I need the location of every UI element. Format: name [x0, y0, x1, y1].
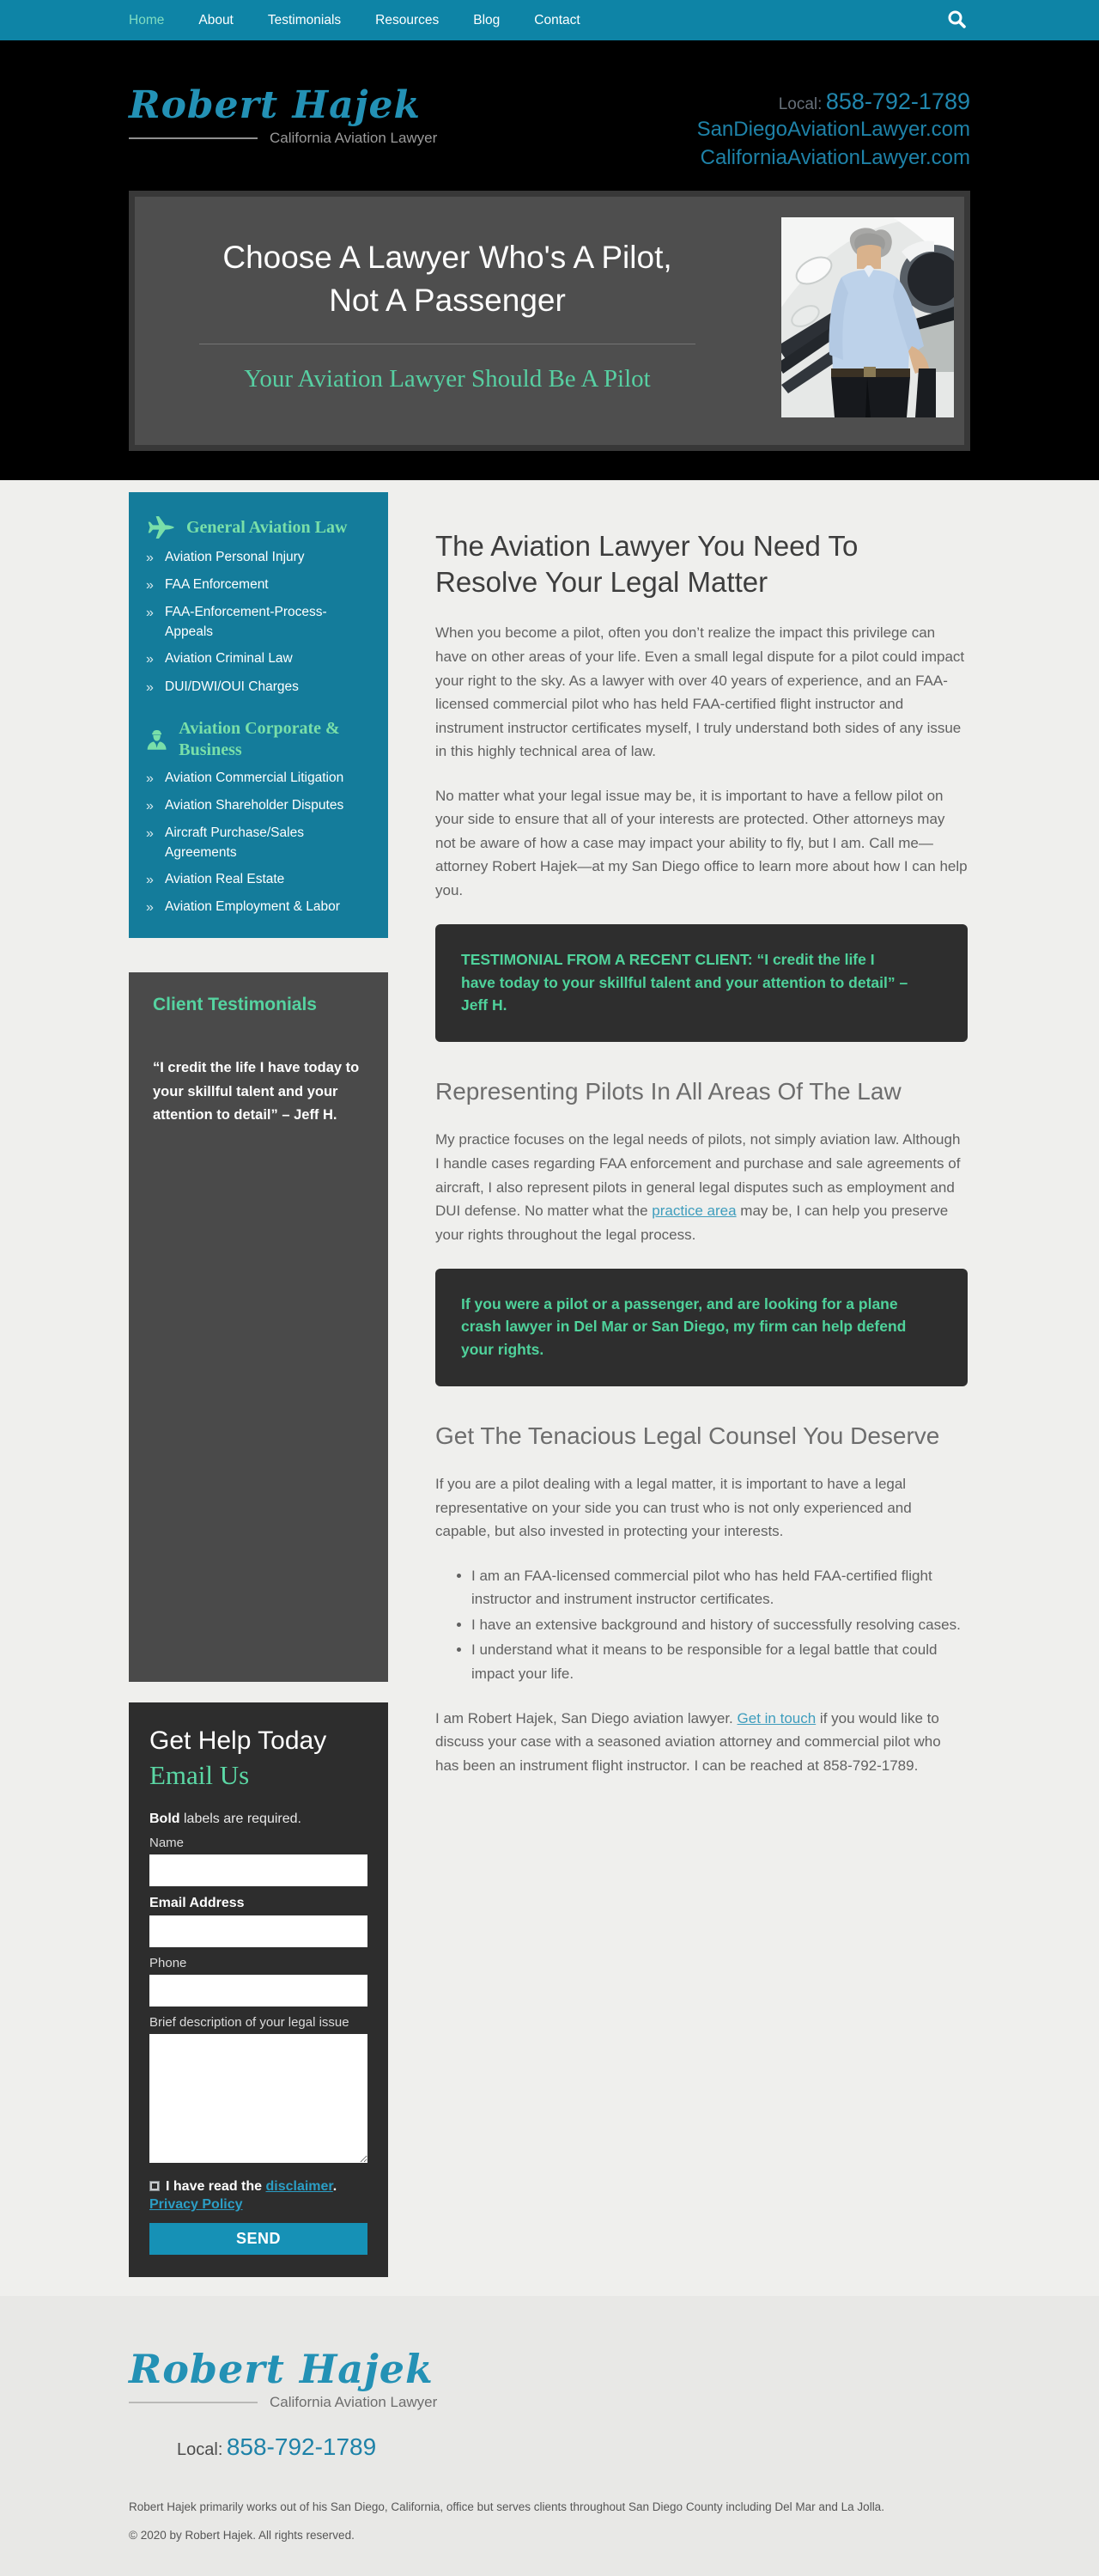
- nav-item-testimonials[interactable]: Testimonials: [267, 12, 342, 27]
- chevron-icon: »: [146, 679, 154, 695]
- practice-area-link[interactable]: practice area: [652, 1203, 737, 1220]
- hero-banner: [129, 191, 970, 451]
- nav-item-about[interactable]: About: [198, 12, 234, 27]
- practice-areas-box: [129, 492, 388, 938]
- sidebar-link-commercial-litigation[interactable]: » Aviation Commercial Litigation: [146, 769, 371, 789]
- name-label: Name: [149, 1835, 185, 1850]
- nav-item-blog[interactable]: Blog: [473, 12, 501, 27]
- header-contact-block: [697, 88, 970, 172]
- sidebar-link-shareholder-disputes[interactable]: » Aviation Shareholder Disputes: [146, 796, 371, 816]
- phone-field[interactable]: [149, 1975, 367, 2007]
- main-content: [435, 492, 968, 2277]
- chevron-icon: »: [146, 900, 154, 916]
- sidebar-link-dui-charges[interactable]: » DUI/DWI/OUI Charges: [146, 678, 371, 697]
- tenacious-counsel-paragraph: If you are a pilot dealing with a legal matter, it is important to have a legal representative on your side you can trust who is not only experienced and capable, but also invested in protecting your interests.: [435, 1476, 912, 1540]
- chevron-icon: »: [146, 652, 154, 667]
- sidebar-section-corporate-business: Aviation Corporate & Business: [146, 718, 371, 761]
- closing-paragraph: I am Robert Hajek, San Diego aviation lawyer. Get in touch if you would like to discuss your case with a seasoned aviation attorney and commercial pilot who has been an instrument flight instructor. I can be reached at 858-792-1789.: [435, 1709, 941, 1774]
- footer-logo[interactable]: [129, 2345, 970, 2412]
- hero-title: Choose A Lawyer Who's A Pilot, Not A Passenger: [222, 240, 672, 319]
- phone-link[interactable]: 858-792-1789: [825, 88, 970, 114]
- chevron-icon: »: [146, 606, 154, 621]
- footer-copyright: © 2020 by Robert Hajek. All rights reserved.: [129, 2529, 355, 2543]
- logo-name: Robert Hajek: [129, 83, 421, 127]
- page-title: The Aviation Lawyer You Need To Resolve Your Legal Matter: [435, 530, 859, 599]
- get-in-touch-link[interactable]: Get in touch: [737, 1709, 817, 1726]
- form-title: Get Help Today: [149, 1726, 327, 1756]
- disclaimer-link[interactable]: disclaimer: [265, 2179, 333, 2195]
- nav-item-contact[interactable]: Contact: [534, 12, 580, 27]
- search-icon: [946, 9, 967, 29]
- privacy-policy-link[interactable]: Privacy Policy: [149, 2196, 243, 2212]
- footer-phone-link[interactable]: 858-792-1789: [226, 2433, 377, 2461]
- footer-logo-name: Robert Hajek: [129, 2345, 434, 2392]
- client-testimonial-quote: “I credit the life I have today to your skillful talent and your attention to detail” – Jeff H.: [153, 1060, 360, 1123]
- chevron-icon: »: [146, 826, 154, 842]
- disclaimer-row: I have read the disclaimer.: [149, 2177, 367, 2196]
- footer-local-label: Local:: [177, 2440, 223, 2460]
- intro-paragraph-2: No matter what your legal issue may be, it is important to have a fellow pilot on your side to ensure that all of your interests are protected. Other attorneys may not be aware of how a case may impact your ability to fly, but I am. Call me—attorney Robert Hajek—at my San Diego office to learn more about how I can help you.: [435, 787, 968, 898]
- sidebar-link-real-estate[interactable]: » Aviation Real Estate: [146, 870, 371, 890]
- chevron-icon: »: [146, 770, 154, 786]
- site-footer: [0, 2296, 1099, 2576]
- local-label: Local:: [778, 95, 823, 113]
- form-required-note: Bold labels are required.: [149, 1811, 301, 1826]
- footer-logo-tagline: California Aviation Lawyer: [270, 2394, 438, 2411]
- pilot-icon: [146, 726, 167, 753]
- chevron-icon: »: [146, 551, 154, 565]
- sidebar-link-criminal-law[interactable]: » Aviation Criminal Law: [146, 649, 371, 669]
- logo-tagline: California Aviation Lawyer: [270, 130, 438, 147]
- nav-item-home[interactable]: Home: [129, 12, 165, 27]
- footer-service-area-text: Robert Hajek primarily works out of his San Diego, California, office but serves clients throughout San Diego County including Del Mar and La Jolla.: [129, 2500, 884, 2514]
- name-field[interactable]: [149, 1854, 367, 1886]
- description-label: Brief description of your legal issue: [149, 2014, 349, 2030]
- logo-underline: [129, 137, 258, 139]
- intro-paragraph-1: When you become a pilot, often you don’t realize the impact this privilege can have on other areas of your life. Even a small legal dispute for a pilot could impact your right to the sky. As a lawyer with over 40 years of experience, and an FAA-licensed commercial pilot who has held FAA-certified flight instructor and instrument instructor certificates myself, I truly understand both sides of any issue in this highly technical area of law.: [435, 624, 965, 760]
- hero-subtitle: Your Aviation Lawyer Should Be A Pilot: [244, 364, 651, 393]
- list-item: • I understand what it means to be responsible for a legal battle that could impact your life.: [471, 1638, 968, 1685]
- description-field[interactable]: [149, 2034, 367, 2163]
- plane-crash-callout: If you were a pilot or a passenger, and are looking for a plane crash lawyer in Del Mar or San Diego, my firm can help defend your rights.: [435, 1269, 968, 1386]
- site-logo[interactable]: [129, 85, 437, 172]
- sidebar-link-employment-labor[interactable]: » Aviation Employment & Labor: [146, 898, 371, 917]
- contact-form: [129, 1702, 388, 2276]
- chevron-icon: »: [146, 873, 154, 887]
- send-button[interactable]: SEND: [149, 2223, 367, 2255]
- credentials-list: [435, 1564, 968, 1686]
- plane-icon: [146, 515, 175, 540]
- nav-item-resources[interactable]: Resources: [375, 12, 440, 27]
- chevron-icon: »: [146, 798, 154, 813]
- testimonial-callout: TESTIMONIAL FROM A RECENT CLIENT: “I credit the life I have today to your skillful talent and your attention to detail” – Jeff H.: [435, 924, 968, 1042]
- client-testimonials-box: [129, 972, 388, 1682]
- section-heading-tenacious-counsel: Get The Tenacious Legal Counsel You Deserve: [435, 1422, 940, 1449]
- left-sidebar: [129, 492, 388, 2277]
- phone-label: Phone: [149, 1955, 187, 1970]
- form-subtitle: Email Us: [149, 1759, 250, 1790]
- client-testimonials-title: Client Testimonials: [153, 995, 317, 1015]
- list-item: • I have an extensive background and history of successfully resolving cases.: [471, 1613, 968, 1637]
- sidebar-link-personal-injury[interactable]: » Aviation Personal Injury: [146, 548, 371, 568]
- chevron-icon: »: [146, 578, 154, 594]
- sidebar-link-faa-enforcement[interactable]: » FAA Enforcement: [146, 575, 371, 595]
- footer-logo-underline: [129, 2402, 258, 2403]
- domain-link-sandiego[interactable]: SanDiegoAviationLawyer.com: [696, 118, 970, 141]
- section-heading-representing-pilots: Representing Pilots In All Areas Of The Law: [435, 1078, 902, 1105]
- list-item: • I am an FAA-licensed commercial pilot who has held FAA-certified flight instructor and instrument instructor certificates.: [471, 1564, 968, 1611]
- attorney-photo: [781, 217, 954, 417]
- sidebar-section-general-aviation: General Aviation Law: [146, 515, 371, 540]
- search-button[interactable]: [943, 5, 970, 35]
- representing-pilots-paragraph: My practice focuses on the legal needs of pilots, not simply aviation law. Although I handle cases regarding FAA enforcement and purchase and sale agreements of aircraft, I also represent pilots in general legal disputes such as employment and DUI defense. No matter what the practice area may be, I can help you preserve your rights throughout the legal process.: [435, 1131, 961, 1243]
- top-navigation: [0, 0, 1099, 40]
- site-header: [0, 40, 1099, 480]
- email-label: Email Address: [149, 1896, 245, 1911]
- sidebar-link-faa-process-appeals[interactable]: » FAA-Enforcement-Process-Appeals: [146, 603, 371, 642]
- domain-link-california[interactable]: CaliforniaAviationLawyer.com: [700, 146, 970, 169]
- sidebar-link-purchase-sales[interactable]: » Aircraft Purchase/Sales Agreements: [146, 824, 371, 862]
- email-field[interactable]: [149, 1915, 367, 1947]
- disclaimer-checkbox[interactable]: [149, 2181, 160, 2191]
